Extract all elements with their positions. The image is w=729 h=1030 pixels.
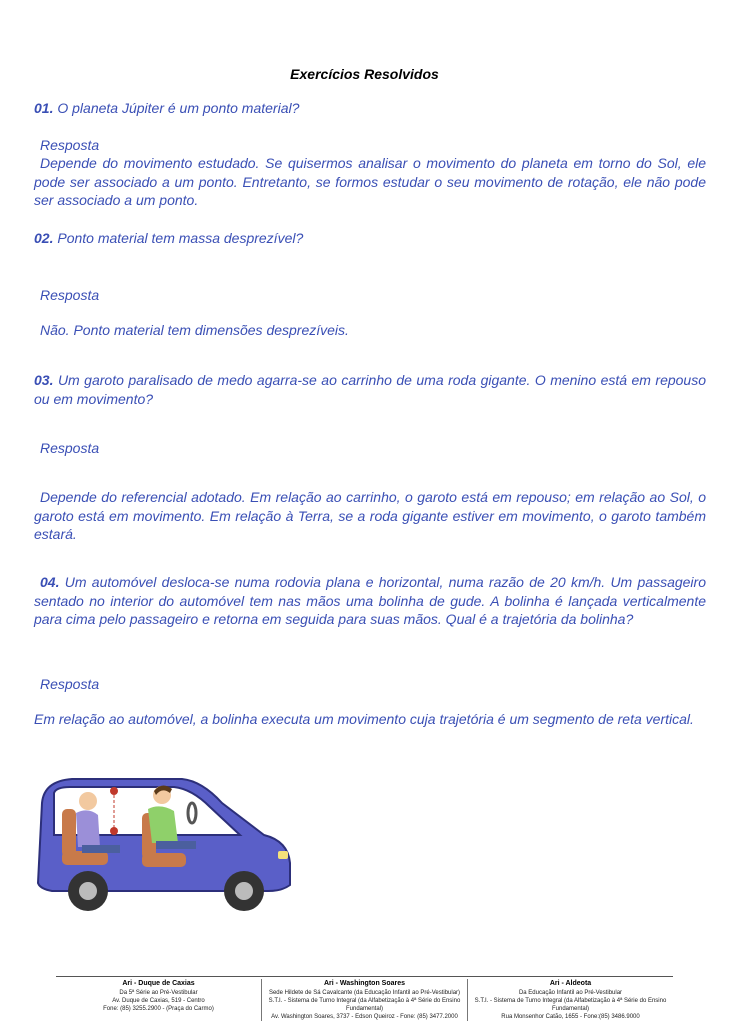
- page-title: Exercícios Resolvidos: [290, 66, 439, 82]
- footer-line: Fone: (85) 3255.2900 - (Praça do Carmo): [103, 1006, 214, 1012]
- exercise-1-answer-label: Resposta: [40, 137, 100, 153]
- exercise-3-question: [34, 371, 706, 408]
- exercise-4-answer-label: Resposta: [40, 676, 100, 692]
- headlight: [278, 851, 288, 859]
- driver-shirt: [148, 806, 178, 843]
- passenger-legs: [82, 845, 120, 853]
- exercise-4-answer: Em relação ao automóvel, a bolinha executa um movimento cuja trajetória é um segmento de reta vertical.: [34, 711, 694, 727]
- front-hubcap: [235, 882, 253, 900]
- footer-branch-name: Ari - Duque de Caxias: [122, 980, 195, 987]
- footer-column-duque-de-caxias: [56, 979, 261, 1021]
- question-text: Um garoto paralisado de medo agarra-se ao carrinho de uma roda gigante. O menino está em repouso ou em movimento?: [34, 372, 707, 407]
- ball-icon: [110, 787, 118, 795]
- front-seat-base: [142, 853, 186, 867]
- exercise-2-answer: Não. Ponto material tem dimensões desprezíveis.: [40, 322, 349, 338]
- footer: [56, 979, 673, 1021]
- exercise-number: 02.: [34, 230, 54, 246]
- footer-line: Da 5ª Série ao Pré-Vestibular: [119, 990, 198, 996]
- footer-line: Sede Hildete de Sá Cavalcante (da Educação Infantil ao Pré-Vestibular): [268, 990, 461, 996]
- exercise-2-answer-label: Resposta: [40, 287, 100, 303]
- exercise-1-question: [34, 99, 706, 118]
- passenger-head: [79, 792, 97, 810]
- footer-line: S.T.I. - Sistema de Turno Integral (da Alfabetização à 4ª Série do Ensino Fundamental): [474, 998, 667, 1012]
- question-text: O planeta Júpiter é um ponto material?: [57, 100, 300, 116]
- car-with-passengers-icon: [32, 773, 294, 915]
- footer-line: S.T.I. - Sistema de Turno Integral (da Alfabetização à 4ª Série do Ensino Fundamental): [268, 998, 461, 1012]
- exercise-2-question: [34, 229, 706, 248]
- footer-line: Av. Duque de Caxias, 519 - Centro: [112, 998, 205, 1004]
- footer-branch-name: Ari - Washington Soares: [323, 980, 406, 987]
- footer-column-aldeota: [467, 979, 673, 1021]
- footer-column-washington-soares: [261, 979, 467, 1021]
- rear-seat: [62, 809, 76, 857]
- exercise-number: 01.: [34, 100, 54, 116]
- exercise-1-answer: Depende do movimento estudado. Se quisermos analisar o movimento do planeta em torno do Sol, ele pode ser associado a um ponto. Entretanto, se formos estudar o seu movimento de rotação, ele não pode ser associado a um ponto.: [34, 155, 706, 208]
- footer-line: Av. Washington Soares, 3737 - Edson Queiroz - Fone: (85) 3477.2000: [271, 1014, 458, 1020]
- exercise-number: 03.: [34, 372, 54, 388]
- footer-line: Rua Monsenhor Catão, 1655 - Fone:(85) 3486.9000: [501, 1014, 640, 1020]
- rear-seat-base: [62, 851, 108, 865]
- rear-hubcap: [79, 882, 97, 900]
- exercise-3-answer: Depende do referencial adotado. Em relação ao carrinho, o garoto está em repouso; em relação ao Sol, o garoto está em movimento. Em relação à Terra, se a roda gigante estiver em movimento, o garoto também estará.: [34, 489, 706, 542]
- question-text: Ponto material tem massa desprezível?: [57, 230, 304, 246]
- exercise-3-answer-label: Resposta: [40, 440, 100, 456]
- footer-line: Da Educação Infantil ao Pré-Vestibular: [518, 990, 623, 996]
- exercise-number: 04.: [40, 574, 60, 590]
- question-text: Um automóvel desloca-se numa rodovia plana e horizontal, numa razão de 20 km/h. Um passageiro sentado no interior do automóvel tem nas mãos uma bolinha de gude. A bolinha é lançada verticalmente para cima pelo passageiro e retorna em seguida para suas mãos. Qual é a trajetória da bolinha?: [34, 574, 706, 627]
- footer-branch-name: Ari - Aldeota: [549, 980, 592, 987]
- passenger-shirt: [76, 810, 100, 847]
- exercise-4-question: [34, 573, 706, 629]
- driver-legs: [156, 841, 196, 849]
- ball-icon: [110, 827, 118, 835]
- footer-divider: [56, 976, 673, 977]
